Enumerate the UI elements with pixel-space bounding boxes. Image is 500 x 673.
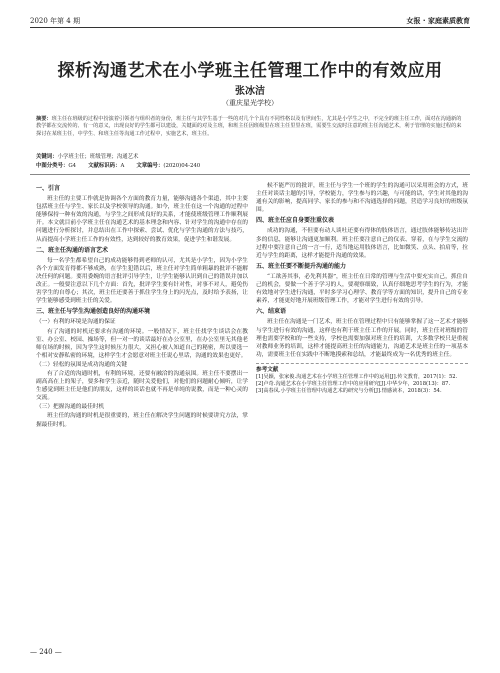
paragraph: 有了沟通的时机还要求有沟通的环境。一般情况下，班主任找学生谈话会在教室、办公室、校园、操场等，但一对一的谈话最好在办公室里，在办公室里无其他老师在场的时候，因为学生这时候压力很大，又担心被人知道自己的秘密，所以要选一个相对安静私密的环境，这样学生才会愿意对班主任说心里话，沟通的效果也更好。 bbox=[36, 328, 248, 359]
running-header bbox=[30, 16, 470, 28]
references-heading: 参考文献 bbox=[256, 366, 279, 373]
abstract-text: 班主任在班级的过程中扮演着引领者与组织者的身份，班主任与其学生基于一些的对几个个具有不同性格以及有世间生，尤其是小学生之中，不完全的班主任工作，面对在沟通新的教学都在交流传的、有一的意义，出现良好的学生都可以建设，关键面的对及主班，和班主任因班级里在班主任里里在班，需要生交流时注意的班主任沟通艺术，利于管理的实施过程的来探讨在某班主任，中学生、和班主任等沟通工作过程中，实施艺术，班主任。 bbox=[36, 116, 462, 137]
section-heading: （一）有利的环境是沟通的保证 bbox=[36, 319, 116, 326]
reference-list bbox=[256, 374, 468, 396]
section-heading: （三）把握沟通的最佳时机 bbox=[36, 404, 105, 411]
paragraph: 班主任的主要工作就是协调各个方面的教育力量，能够沟通各个渠道，其中主要包括班主任与学生、家长以及学校领导的沟通。如今，班主任在这一个沟通的过程中能够保持一种有效的沟通，与学生之间形成良好的关系，才能使班级管理工作顺利展开。本文就目前小学班主任在沟通艺术的基本理念和内容、针对学生的沟通中存在的问题进行分析探讨，并总结出在工作中探索、尝试、优化与学生沟通的方法与技巧，从而提高小学班主任工作的有效性，达到较好的教育效果，促进学生和谐发展。 bbox=[36, 196, 248, 243]
divider bbox=[30, 174, 470, 175]
section-heading: 六、结束语 bbox=[256, 308, 287, 316]
section-heading: 三、班主任与学生沟通创造良好的沟通环境 bbox=[36, 308, 151, 316]
paragraph: “工欲善其事，必先利其器”，班主任在日常的管理与生活中要充实自己，抓住自己的机会，要做一个善于学习的人，要观察细致，认真仔细地思考学生的行为，才能有效地对学生进行沟通，平时多学习心理学、教育学等方面的知识，提升自己的专业素养，才能更好地开展班级管理工作，才能对学生进行有效的引导。 bbox=[256, 273, 468, 305]
reference-item: [1]吴颖，张家俊.沟通艺术在小学班主任管理工作中的运用[J].传文教育，2017(1)：52. bbox=[256, 374, 458, 381]
paragraph: 班主任的沟通的时机是很重要的，班主任在解决学生问题的时候要讲究方法，掌握最佳时机。 bbox=[36, 413, 248, 428]
article-number: 文章编号：(2020)04-240 bbox=[136, 163, 201, 169]
paragraph: 候不能严厉的批评，班主任与学生一个班的学生的沟通可以采用班会的方式，班主任对谈话主题的引导，学校能力，学生参与的兴趣，与可能的话，学生对其他的沟通有关的影响，提高同学、家长的参与和不沟通选择的问题，营造学习良好的班级氛围。 bbox=[256, 183, 468, 214]
reference-item: [3]高春凤.小学班主任管理中沟通艺术的研究与分析[J].情感读本，2018(3)：54. bbox=[256, 388, 442, 395]
body-column-left bbox=[36, 182, 248, 637]
clc-number: 中图分类号：G4 bbox=[36, 163, 77, 169]
abstract-label: 摘要： bbox=[36, 116, 52, 122]
keywords-label: 关键词： bbox=[36, 154, 58, 160]
article-title: 探析沟通艺术在小学班主任管理工作中的有效应用 bbox=[57, 61, 443, 81]
paragraph: 班主任在沟通是一门艺术，班主任在管理过程中只有能够掌握了这一艺术才能够与学生进行有效的沟通，这样也有利于班主任工作的开展。同时，班主任对班级的管理也需要学校和的一些支持，学校也需要加强对班主任的培训，大多数学校只是重视对教师业务的培训，这样才能提高班主任的沟通能力，沟通艺术是班主任的一项基本功，需要班主任在实践中不断地摸索和总结，才能最终成为一名优秀的班主任。 bbox=[256, 319, 468, 358]
document-code: 文献标识码：A bbox=[88, 163, 125, 169]
section-heading: 四、班主任应自身要注重仪表 bbox=[256, 217, 335, 225]
body-column-right bbox=[256, 182, 468, 637]
classification-line bbox=[36, 161, 464, 169]
paragraph: 每一名学生都希望自己的成功能够得到老师的认可，尤其是小学生，因为小学生各个方面发育得都不够成熟，在学生犯错以后，班主任对学生简单粗暴的批评不能解决任何的问题。要用委婉的语言批评引导学生，让学生能够认识到自己的错误并加以改正。一般要注意以下几个方面：首先，批评学生要有针对性，对事不对人，避免伤害学生的自尊心；其次，班主任还要善于抓住学生身上的闪光点，及时给予表扬，让学生能够感受到班主任的关爱。 bbox=[36, 257, 248, 305]
abstract bbox=[36, 116, 464, 138]
section-heading: 二、班主任沟通的语言艺术 bbox=[36, 246, 109, 254]
journal-name: 女报 · 家庭素质教育 bbox=[406, 17, 470, 25]
paragraph: 有了合适的沟通时机，有利的环境，还要有融洽的沟通氛围。班主任不要摆出一副高高在上的架子，要多和学生亲近，随时关爱他们，对他们的问题耐心倾听，让学生感觉到班主任是他们的朋友，这样的谈话也就不再是单纯的说教，而是一种心灵的交流。 bbox=[36, 370, 248, 402]
reference-item: [2]卢奇.沟通艺术在小学班主任管理工作中的应用研究[J].中华少年，2018(13)：87. bbox=[256, 381, 451, 388]
section-heading: （二）轻松的氛围是成功沟通的关键 bbox=[36, 361, 127, 368]
keywords-text: 小学班主任；班级管理；沟通艺术 bbox=[57, 154, 139, 160]
right-column-body bbox=[256, 182, 468, 359]
issue-label: 2020 年第 4 期 bbox=[30, 17, 80, 25]
page-number: — 240 — bbox=[30, 648, 62, 656]
author-affiliation: （重庆星光学校） bbox=[222, 99, 278, 107]
paragraph: 成功的沟通，不但要有动人谈吐还要有得体的肢体语言，通过肢体能够传达出许多的信息，能够让沟通更加顺利。班主任要注意自己的仪表、穿着，在与学生交流的过程中要注意自己的一言一行，适当地运用肢体语言，比如微笑、点头、拍肩等，拉近与学生的距离，这样才能提升沟通的效果。 bbox=[256, 228, 468, 259]
keywords bbox=[36, 152, 464, 160]
section-heading: 五、班主任要不断提升沟通的能力 bbox=[256, 262, 347, 270]
section-heading: 一、引言 bbox=[36, 185, 61, 192]
references bbox=[256, 363, 468, 396]
author-name: 张冰洁 bbox=[235, 86, 265, 97]
